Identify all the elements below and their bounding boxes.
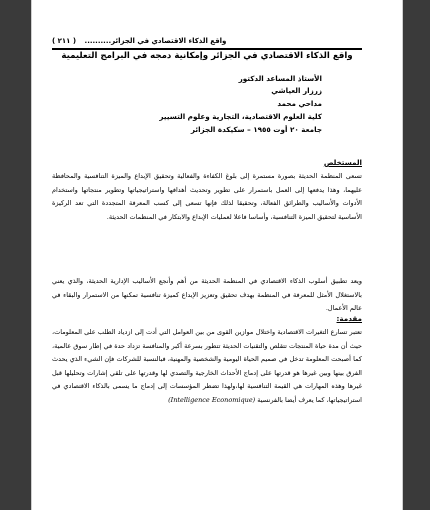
abstract-heading: المستخلص <box>323 158 362 167</box>
intro-latin-term: (Intelligence Economique) <box>168 395 256 404</box>
abstract-paragraph-1: تسعى المنظمة الحديثة بصورة مستمرة إلى بلوغ الكفاءة والفعالية وتحقيق الإبداع والميزة التنافسية والمحافظة عليهما، وهذا يدفعها إلى العمل باستمرار على تطوير وتحديث أهدافها واستراتيجياتها وتطوير منتجاتها واستخدام الأدوات والأساليب والطرائق الفعالة، وتحقيقا لذلك فإنها تسعى إلى كسب المعرفة المتجددة التي تعد الركيزة الأساسية لتحقيق الميزة التنافسية، وأساسا فاعلا لعمليات الإبداع والابتكار في المنظمات الحديثة. <box>52 172 362 221</box>
intro-paragraph <box>52 326 362 407</box>
document-page <box>31 0 403 510</box>
author-name-1: زرزار العياشي <box>271 86 322 95</box>
author-university: جامعة ٢٠ أوت ١٩٥٥ – سكيكدة الجزائر <box>190 125 322 134</box>
abstract-paragraph-2: ويعد تطبيق أسلوب الذكاء الاقتصادي في المنظمة الحديثة من أهم وأنجع الأساليب الإدارية الحديثة، والذي يعني بالاستغلال الأمثل للمعرفة في المنظمة بهدف تحقيق وتعزيز الإبداع كميزة تنافسية تمكنها من الاستمرار والبقاء في عالم الأعمال. <box>52 277 362 312</box>
intro-text: تعتبر تسارع التغيرات الاقتصادية واختلال موازين القوى من بين العوامل التي أدت إلى ازدياد الطلب على المعلومات، حيث أن مدة حياة المنتجات تتقلص والتقنيات الحديثة تتطور بسرعة أكبر والمنافسة تزداد حدة في إطار سوق عالمية، كما أصبحت المعلومة تدخل في صميم الحياة اليومية والشخصية والمهنية، فبالنسبة للشركات فإن الشيء الذي يحدث الفرق بينها وبين غيرها هو قدرتها على إدماج الأحداث الخارجية والتصدي لها وقدرتها على تلقي إشارات وتحليلها قبل غيرها وهذه المهارات هي القيمة التنافسية لها،ولهذا تضطر المؤسسات إلى إدماج ما يسمى بالذكاء الاقتصادي في استراتيجياتها، كما يعرف أيضا بالفرنسية <box>52 328 362 404</box>
page-number: ( ٢١١ ) <box>52 37 77 45</box>
author-faculty: كلية العلوم الاقتصادية، التجارية وعلوم التسيير <box>159 112 322 121</box>
author-name-2: مداحي محمد <box>277 99 322 108</box>
article-title: واقع الذكاء الاقتصادي في الجزائر وإمكانية دمجه في البرامج التعليمية <box>61 51 353 61</box>
author-rank: الأستاذ المساعد الدكتور <box>238 74 322 83</box>
running-title: واقع الذكاء الاقتصادي في الجزائر.......... <box>84 37 227 45</box>
intro-heading: مقدمة: <box>336 314 362 323</box>
running-header <box>52 36 362 50</box>
